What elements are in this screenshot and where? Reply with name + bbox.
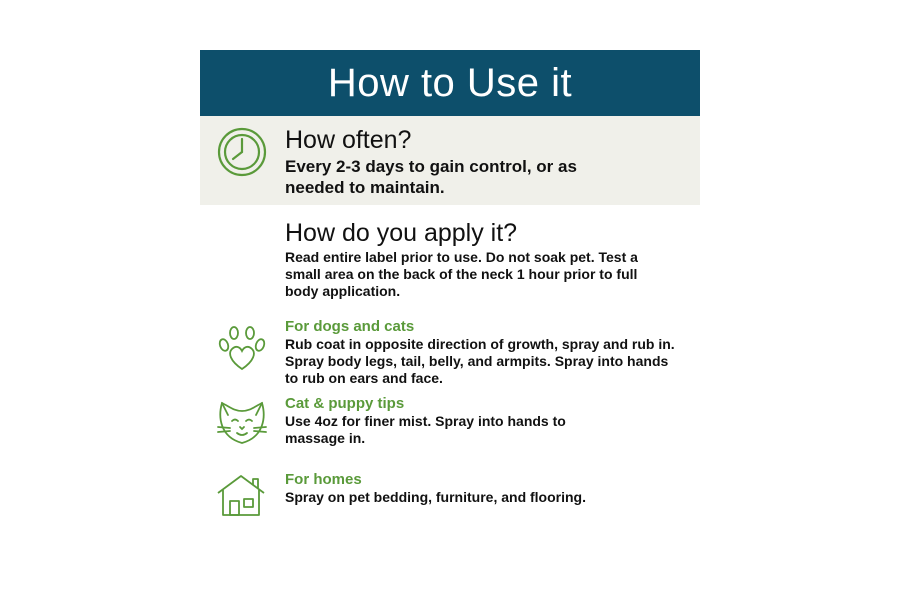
cat-face-icon — [214, 397, 270, 449]
page-title: How to Use it — [200, 50, 700, 116]
section-homes — [200, 473, 700, 533]
section-label: For homes — [285, 471, 362, 488]
section-text: Spray on pet bedding, furniture, and flooring. — [285, 489, 586, 505]
how-to-use-card — [200, 50, 700, 533]
apply-text: Read entire label prior to use. Do not soak pet. Test a small area on the back of the neck 1 hour prior to full body application. — [285, 249, 638, 299]
apply-section — [200, 205, 700, 315]
how-often-heading: How often? — [285, 126, 412, 154]
clock-icon — [216, 126, 268, 178]
section-label: Cat & puppy tips — [285, 395, 405, 412]
how-often-text: Every 2-3 days to gain control, or as needed to maintain. — [285, 157, 577, 197]
apply-heading: How do you apply it? — [285, 219, 518, 247]
section-dogs-cats — [200, 315, 700, 397]
section-text: Rub coat in opposite direction of growth, spray and rub in. Spray body legs, tail, belly, and armpits. Spray into hands to rub on ears and face. — [285, 336, 675, 386]
section-cat-puppy — [200, 397, 700, 473]
paw-heart-icon — [216, 323, 268, 373]
how-often-section — [200, 116, 700, 205]
house-icon — [216, 473, 266, 517]
section-text: Use 4oz for finer mist. Spray into hands to massage in. — [285, 413, 566, 446]
section-label: For dogs and cats — [285, 318, 415, 335]
